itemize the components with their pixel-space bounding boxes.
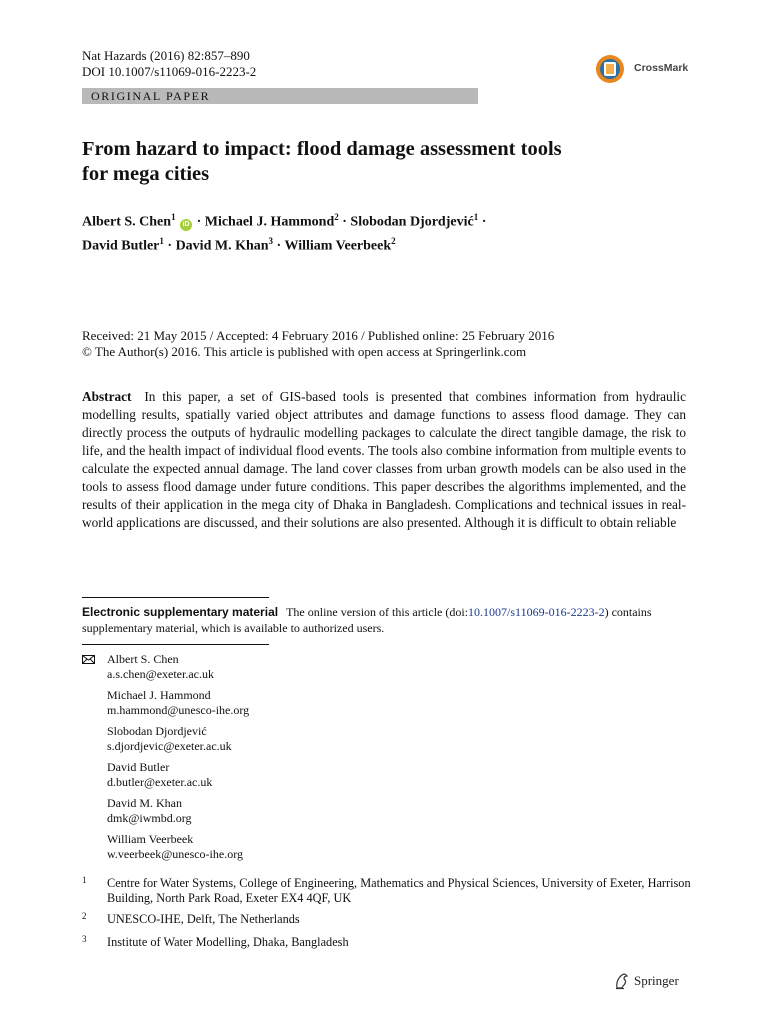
contact-name: Slobodan Djordjević [107,724,207,738]
contact-entry [107,724,507,754]
contact-entry [107,760,507,790]
author-name[interactable]: David Butler [82,238,160,254]
author-list: Albert S. Chen$^1$ iD · Michael J. Hammond$^2$ · Slobodan Djordjević$^1$ · David Butler$^1$ · David M. Khan$^3$ · William Veerbeek$^2$ [82,212,487,254]
springer-horse-icon [614,972,630,990]
paper-title [82,137,682,187]
supplementary-doi-link[interactable]: 10.1007/s11069-016-2223-2 [468,605,605,619]
supplementary-text: The online version of this article (doi: [286,605,469,619]
affiliation-number: 2 [82,911,87,921]
contact-email[interactable]: dmk@iwmbd.org [107,811,192,825]
contact-entry [107,652,507,682]
contact-list [107,652,507,868]
contact-entry [107,796,507,826]
affiliation-number: 1 [82,875,87,885]
author-name[interactable]: Albert S. Chen [82,214,172,230]
article-type-label: ORIGINAL PAPER [91,89,211,103]
contact-entry [107,832,507,862]
footnote-divider [82,597,269,598]
springer-wordmark: Springer [634,973,679,988]
affiliation-text: UNESCO-IHE, Delft, The Netherlands [107,912,300,926]
abstract [82,388,686,532]
history-dates: Received: 21 May 2015 / Accepted: 4 February 2016 / Published online: 25 February 2016 [82,328,555,343]
author-affiliation-mark: 2 [391,235,396,246]
abstract-label: Abstract [82,389,132,404]
title-line-2: for mega cities [82,163,210,185]
springer-logo [614,972,694,992]
affiliation-number: 3 [82,934,87,944]
author-affiliation-mark: 2 [334,212,339,222]
contact-email[interactable]: s.djordjevic@exeter.ac.uk [107,739,232,753]
contact-entry [107,688,507,718]
affiliation-text: Institute of Water Modelling, Dhaka, Bangladesh [107,935,349,949]
abstract-text: In this paper, a set of GIS-based tools is presented that combines information from hydraulic modelling results, spatially varied object attributes and damage functions to assess flood damage. They can directly process the outputs of hydraulic modelling packages to calculate the direct tangible damage, the risk to life, and the health impact of individual flood events. The tools also combine information from multiple events to calculate the expected annual damage. The land cover classes from urban growth models can be also used in the tools to assess flood damage under future conditions. This paper describes the algorithms implemented, and the results of their application in the mega city of Dhaka in Bangladesh. Complications and technical issues in real-world applications are discussed, and their solutions are also presented. Although it is difficult to obtain reliable [82,389,686,530]
author-affiliation-mark: 1 [171,212,176,222]
affiliation-text: Centre for Water Systems, College of Engineering, Mathematics and Physical Sciences, University of Exeter, Harrison Building, North Park Road, Exeter EX4 4QF, UK [107,876,691,905]
title-line-1: From hazard to impact: flood damage assessment tools [82,138,562,160]
contacts-divider [82,644,269,645]
author-affiliation-mark: 3 [268,235,274,246]
supplementary-note [82,604,688,636]
author-name[interactable]: William Veerbeek [284,238,392,254]
contact-name: William Veerbeek [107,832,194,846]
author-name[interactable]: Slobodan Djordjević [350,214,474,230]
envelope-icon [82,655,95,664]
supplementary-text-end: ) contains supplementary material, which is available to authorized users. [82,605,652,635]
publication-dates [82,328,682,360]
journal-doi: DOI 10.1007/s11069-016-2223-2 [82,64,257,79]
author-name[interactable]: Michael J. Hammond [204,214,335,230]
crossmark-label: CrossMark [634,62,689,74]
contact-email[interactable]: d.butler@exeter.ac.uk [107,775,213,789]
orcid-icon[interactable]: iD [180,219,192,231]
journal-citation: Nat Hazards (2016) 82:857–890 [82,48,250,63]
contact-email[interactable]: m.hammond@unesco-ihe.org [107,703,250,717]
author-affiliation-mark: 1 [159,235,164,246]
supplementary-label: Electronic supplementary material [82,605,279,619]
contact-name: David M. Khan [107,796,182,810]
author-affiliation-mark: 1 [473,212,479,222]
contact-name: Albert S. Chen [107,652,179,666]
article-type-banner [82,88,478,104]
journal-citation-block [82,48,256,80]
contact-name: Michael J. Hammond [107,688,211,702]
copyright-notice: © The Author(s) 2016. This article is published with open access at Springerlink.com [82,344,527,359]
crossmark-badge[interactable] [594,53,704,85]
contact-name: David Butler [107,760,170,774]
crossmark-icon [594,53,626,85]
contact-email[interactable]: w.veerbeek@unesco-ihe.org [107,847,243,861]
contact-email[interactable]: a.s.chen@exeter.ac.uk [107,667,214,681]
author-name[interactable]: David M. Khan [175,238,269,254]
